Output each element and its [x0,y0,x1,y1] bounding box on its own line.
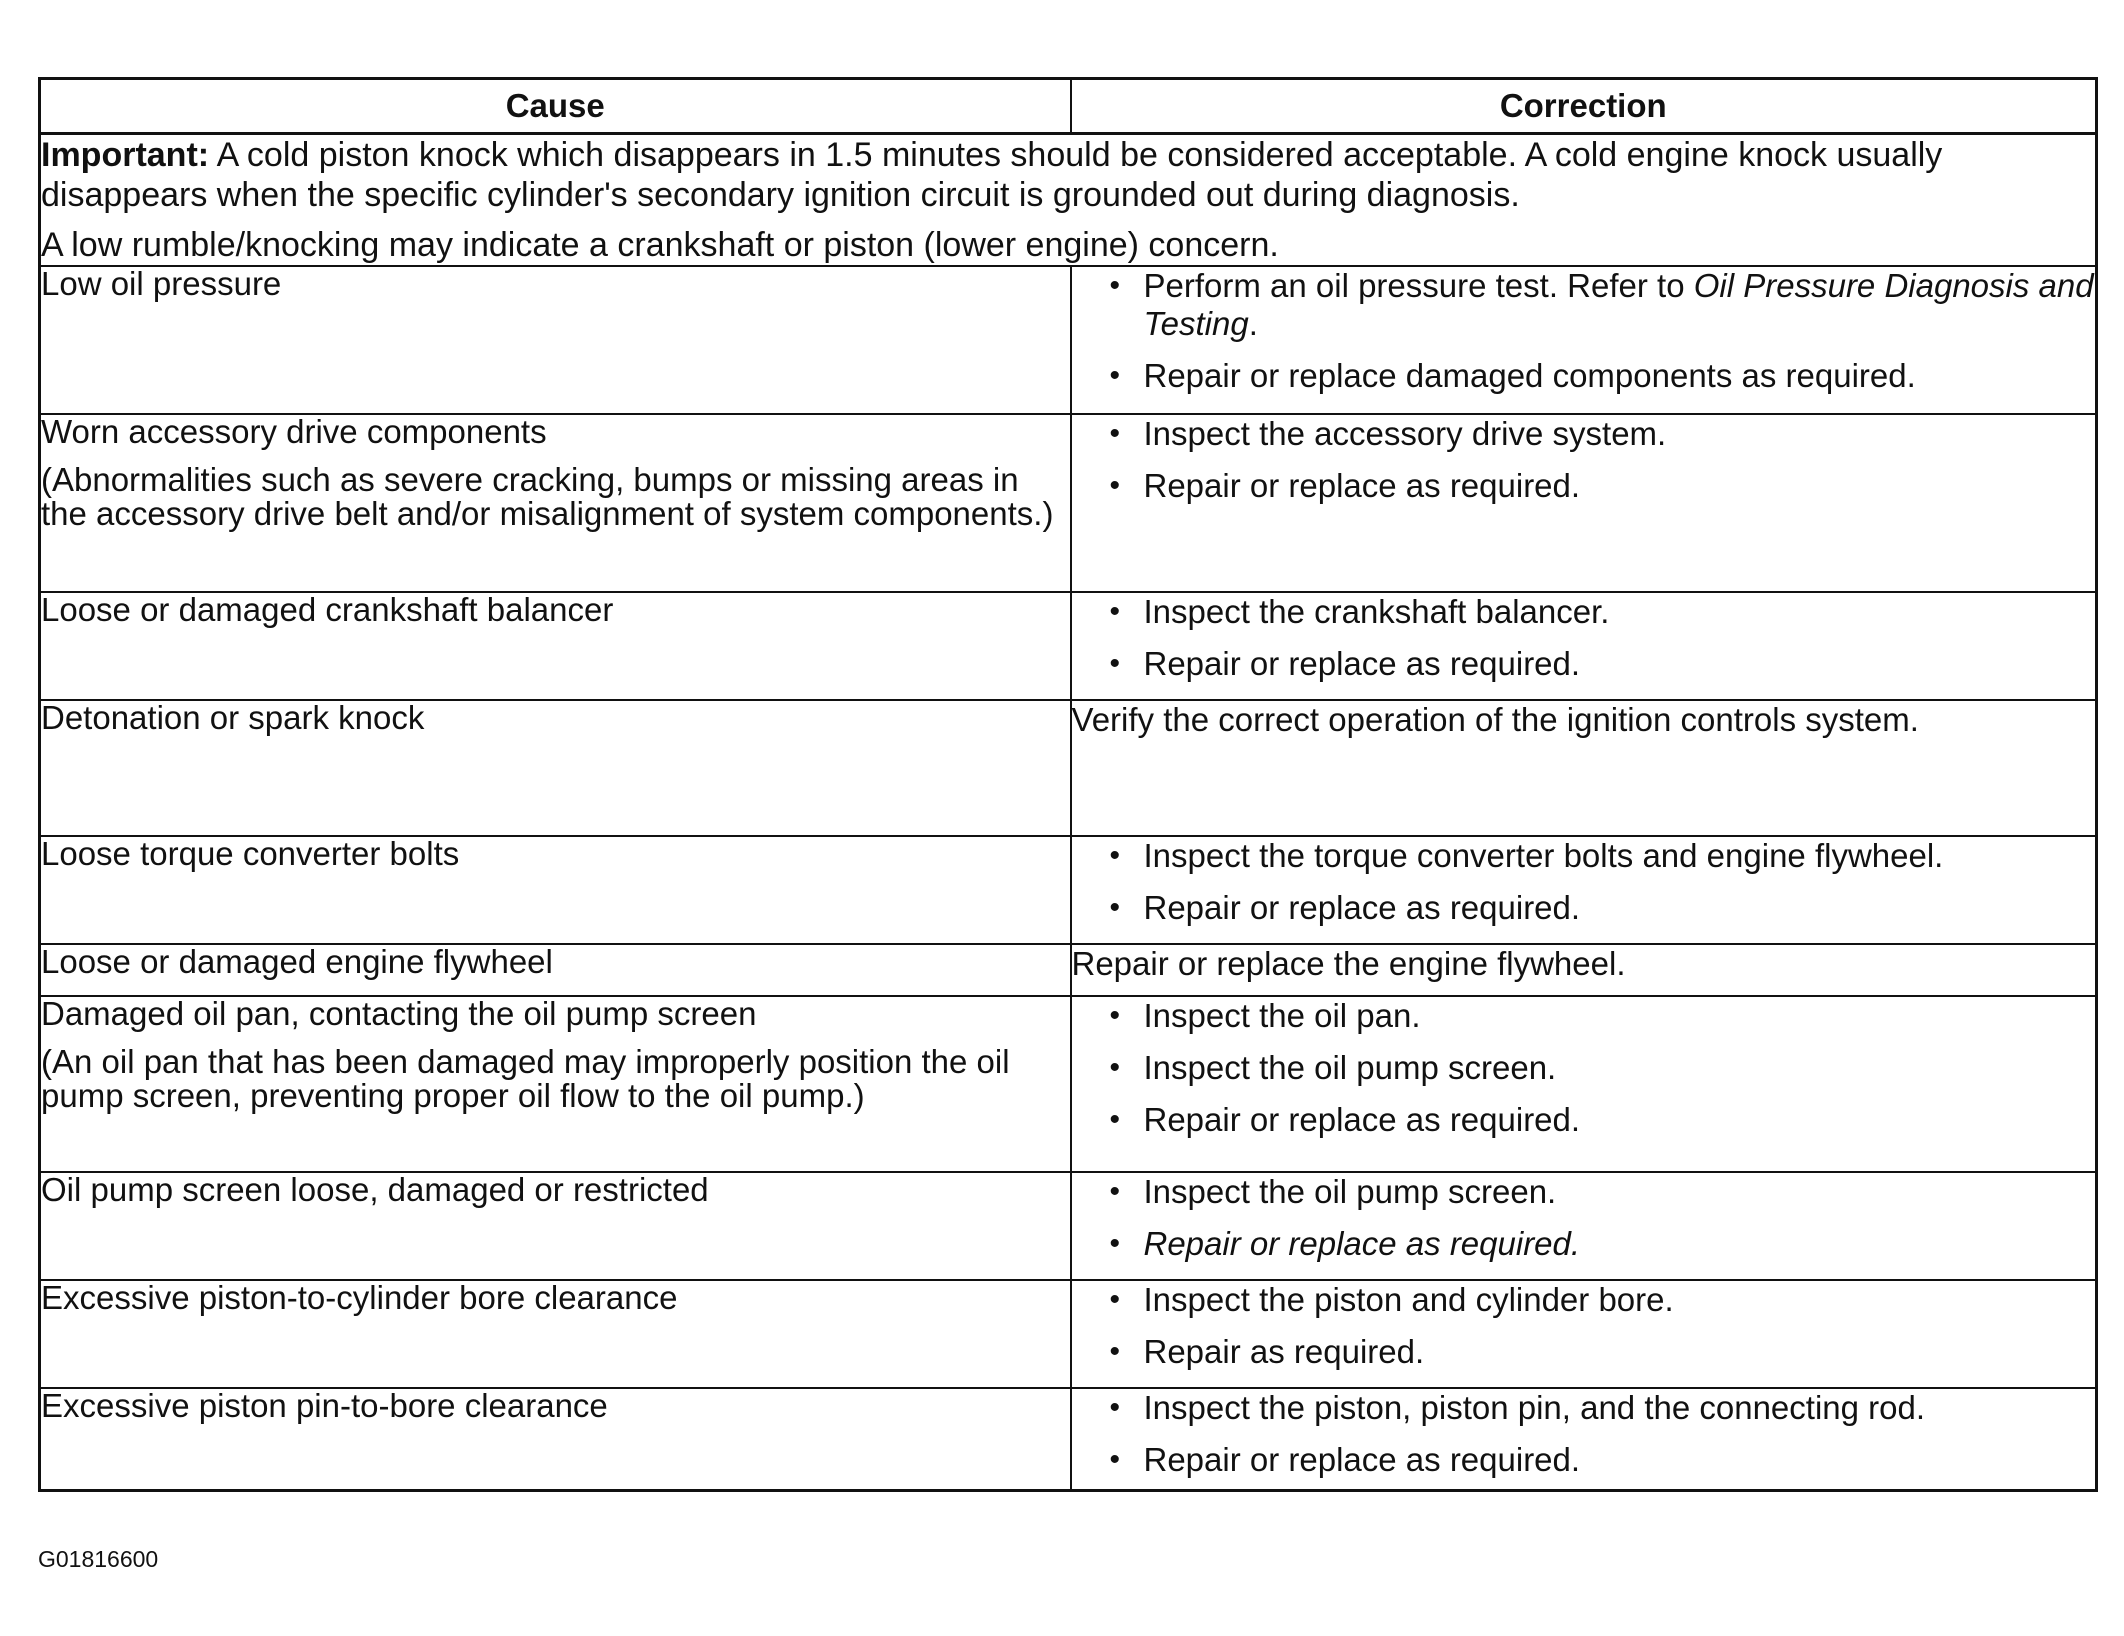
table-row [40,1388,2097,1491]
correction-item-text: Repair or replace as required. [1143,1441,1581,1478]
cause-cell [40,1172,1071,1280]
correction-item-suffix: . [1248,305,1258,342]
correction-item [1110,1173,2096,1211]
correction-item [1110,1389,2096,1427]
correction-text: Verify the correct operation of the ignition controls system. [1071,701,1919,738]
bullet-icon: • [1109,1391,1121,1424]
diagnosis-table [38,77,2098,1492]
cause-cell [40,266,1071,414]
correction-item [1110,1225,2096,1263]
table-row [40,996,2097,1172]
cause-cell [40,700,1071,836]
correction-list [1072,837,2096,927]
correction-item-reference: Oil Pressure Diagnosis and Testing [1143,267,2094,342]
correction-item-text: Inspect the crankshaft balancer. [1143,593,1610,630]
bullet-icon: • [1109,999,1121,1032]
correction-list [1072,997,2096,1139]
correction-cell [1071,414,2097,592]
cause-cell [40,836,1071,944]
cause-text: Loose or damaged crankshaft balancer [41,591,614,628]
correction-item [1110,1441,2096,1479]
correction-item [1110,1101,2096,1139]
correction-item-text: Inspect the oil pump screen. [1143,1173,1557,1210]
cause-text: Worn accessory drive components [41,413,547,450]
correction-list [1072,593,2096,683]
table-row [40,700,2097,836]
important-note-row [40,134,2097,267]
cause-cell [40,1388,1071,1491]
cause-text: Detonation or spark knock [41,699,425,736]
cause-cell [40,996,1071,1172]
correction-item-text: Repair or replace as required. [1143,645,1581,682]
correction-cell [1071,1172,2097,1280]
bullet-icon: • [1109,1175,1121,1208]
correction-item [1110,1049,2096,1087]
bullet-icon: • [1109,359,1121,392]
cause-cell [40,414,1071,592]
cause-text: Damaged oil pan, contacting the oil pump screen [41,995,757,1032]
correction-text: Repair or replace the engine flywheel. [1071,945,1626,982]
cause-text: Excessive piston-to-cylinder bore clearance [41,1279,678,1316]
bullet-icon: • [1109,469,1121,502]
correction-item [1110,889,2096,927]
important-note [40,134,2097,267]
bullet-icon: • [1109,1283,1121,1316]
bullet-icon: • [1109,839,1121,872]
correction-item [1110,1281,2096,1319]
cause-cell [40,1280,1071,1388]
bullet-icon: • [1109,1051,1121,1084]
table-row [40,1172,2097,1280]
correction-list [1072,1281,2096,1371]
correction-cell [1071,944,2097,996]
bullet-icon: • [1109,269,1121,302]
table-row [40,592,2097,700]
correction-cell [1071,836,2097,944]
correction-item-text: Inspect the torque converter bolts and engine flywheel. [1143,837,1944,874]
correction-item-text: Perform an oil pressure test. Refer to [1143,267,1694,304]
important-note-paragraph [41,135,2095,215]
correction-list [1072,1173,2096,1263]
bullet-icon: • [1109,1443,1121,1476]
header-cause: Cause [40,79,1071,134]
correction-cell [1071,266,2097,414]
correction-cell [1071,592,2097,700]
correction-item [1110,593,2096,631]
bullet-icon: • [1109,595,1121,628]
correction-item-text: Repair or replace as required. [1143,889,1581,926]
bullet-icon: • [1109,1335,1121,1368]
correction-item [1110,357,2096,395]
bullet-icon: • [1109,891,1121,924]
correction-item-text: Inspect the oil pan. [1143,997,1421,1034]
correction-cell [1071,700,2097,836]
cause-detail: (Abnormalities such as severe cracking, bumps or missing areas in the accessory drive belt and/or misalignment of system components.) [41,461,1054,532]
cause-detail: (An oil pan that has been damaged may improperly position the oil pump screen, preventing proper oil flow to the oil pump.) [41,1043,1010,1114]
correction-item [1110,997,2096,1035]
correction-item-text: Inspect the oil pump screen. [1143,1049,1557,1086]
correction-item [1110,1333,2096,1371]
cause-text: Loose torque converter bolts [41,835,460,872]
correction-item-text: Inspect the piston, piston pin, and the connecting rod. [1143,1389,1926,1426]
figure-id: G01816600 [38,1546,159,1572]
correction-cell [1071,1388,2097,1491]
table-row [40,944,2097,996]
header-row [40,79,2097,134]
header-correction: Correction [1071,79,2097,134]
important-label: Important: [41,136,210,174]
correction-item-text: Repair as required. [1143,1333,1425,1370]
table-row [40,266,2097,414]
correction-item-text: Inspect the accessory drive system. [1143,415,1667,452]
table-row [40,836,2097,944]
bullet-icon: • [1109,647,1121,680]
correction-item-text: Repair or replace damaged components as required. [1143,357,1916,394]
correction-item [1110,467,2096,505]
correction-list [1072,267,2096,395]
cause-cell [40,944,1071,996]
bullet-icon: • [1109,1103,1121,1136]
bullet-icon: • [1109,417,1121,450]
correction-item [1110,267,2096,343]
cause-text: Excessive piston pin-to-bore clearance [41,1387,608,1424]
important-text: A cold piston knock which disappears in 1.5 minutes should be considered acceptable. A cold engine knock usually disappears when the specific cylinder's secondary ignition circuit is grounded out during diagnosis. [41,136,1943,214]
cause-text: Oil pump screen loose, damaged or restricted [41,1171,709,1208]
table-row [40,414,2097,592]
correction-list [1072,415,2096,505]
cause-text: Loose or damaged engine flywheel [41,943,553,980]
correction-item-text: Repair or replace as required. [1143,467,1581,504]
cause-text: Low oil pressure [41,265,282,302]
correction-list [1072,1389,2096,1479]
bullet-icon: • [1109,1227,1121,1260]
rumble-note: A low rumble/knocking may indicate a crankshaft or piston (lower engine) concern. [41,226,1279,264]
table-row [40,1280,2097,1388]
correction-cell [1071,1280,2097,1388]
cause-cell [40,592,1071,700]
correction-item [1110,837,2096,875]
correction-item [1110,415,2096,453]
correction-cell [1071,996,2097,1172]
correction-item-text: Repair or replace as required. [1143,1101,1581,1138]
correction-item-reference: Repair or replace as required. [1143,1225,1581,1262]
correction-item [1110,645,2096,683]
correction-item-text: Inspect the piston and cylinder bore. [1143,1281,1674,1318]
